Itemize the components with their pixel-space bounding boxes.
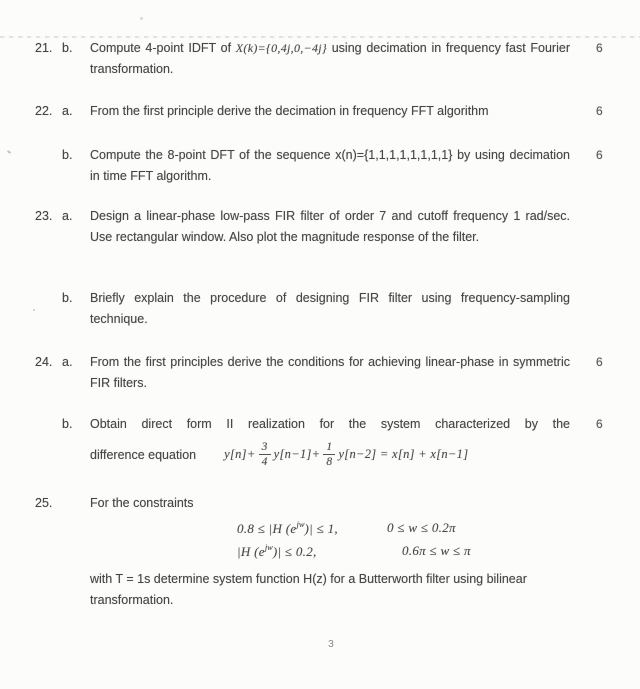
math-segment: )| ≤ 0.2, <box>272 543 317 559</box>
question-25-intro <box>0 493 640 514</box>
question-part-letter: a. <box>62 355 73 369</box>
question-24a <box>0 352 640 394</box>
question-part-letter: b. <box>62 291 73 305</box>
difference-equation-math <box>224 441 468 468</box>
eq-segment: y[n−1]+ <box>273 447 321 462</box>
question-number: 25. <box>35 496 53 510</box>
question-part-letter: b. <box>62 148 73 162</box>
question-number: 21. <box>35 41 53 55</box>
exponent-jw: jw <box>296 518 305 529</box>
question-text: For the constraints <box>90 496 194 510</box>
question-22b <box>0 145 640 187</box>
page-number: 3 <box>328 638 334 650</box>
question-text: Design a linear-phase low-pass FIR filter of order 7 and cutoff frequency 1 rad/sec. Use rectangular window. Also plot the magnitude response of the filter. <box>90 209 570 244</box>
question-part-letter: b. <box>62 41 73 55</box>
text-segment: using decimation in frequency fast Fourier transformation. <box>90 41 570 76</box>
question-text <box>90 38 570 80</box>
question-part-letter: a. <box>62 104 73 118</box>
eq-segment: y[n−2] = x[n] + x[n−1] <box>338 447 469 462</box>
fraction-numerator: 3 <box>259 441 271 455</box>
exponent-jw: jw <box>264 541 273 552</box>
constraint-range: 0.6π ≤ w ≤ π <box>402 542 471 558</box>
text-segment: difference equation <box>90 447 197 462</box>
question-text: From the first principles derive the conditions for achieving linear-phase in symmetric FIR filters. <box>90 355 570 390</box>
marks-value: 6 <box>596 104 603 118</box>
question-25-outro <box>0 569 640 611</box>
question-text: Briefly explain the procedure of designing FIR filter using frequency-sampling technique. <box>90 291 570 326</box>
constraint-line-passband <box>237 516 471 539</box>
fraction-one-eighth <box>323 441 335 468</box>
constraint-range: 0 ≤ w ≤ 0.2π <box>387 519 456 535</box>
marks-value: 6 <box>596 41 603 55</box>
question-number: 23. <box>35 209 53 223</box>
eq-segment: y[n]+ <box>224 447 256 462</box>
fraction-denominator: 8 <box>326 456 333 469</box>
question-22a <box>0 101 640 122</box>
fraction-denominator: 4 <box>261 456 268 469</box>
difference-equation-line <box>90 441 590 468</box>
question-23b <box>0 288 640 330</box>
question-number: 24. <box>35 355 53 369</box>
question-part-letter: a. <box>62 209 73 223</box>
question-text: Compute the 8-point DFT of the sequence x(n)={1,1,1,1,1,1,1,1} by using decimation in time FFT algorithm. <box>90 148 570 183</box>
question-24b <box>0 414 640 468</box>
constraint-lhs <box>237 542 387 560</box>
marks-value: 6 <box>596 355 603 369</box>
constraint-equations <box>237 516 471 562</box>
marks-value: 6 <box>596 148 603 162</box>
constraint-lhs <box>237 519 387 537</box>
question-part-letter: b. <box>62 417 73 431</box>
question-23a <box>0 206 640 248</box>
marks-value: 6 <box>596 417 603 431</box>
constraint-line-stopband <box>237 539 471 562</box>
text-segment: Compute 4-point IDFT of <box>90 41 236 55</box>
scan-speck <box>140 17 143 20</box>
math-segment: |H (e <box>237 543 265 559</box>
question-number: 22. <box>35 104 53 118</box>
question-21b <box>0 38 640 80</box>
fraction-numerator: 1 <box>323 441 335 455</box>
math-segment: )| ≤ 1, <box>304 520 338 536</box>
question-text: From the first principle derive the decimation in frequency FFT algorithm <box>90 104 489 118</box>
question-text: Obtain direct form II realization for the system characterized by the <box>90 417 570 431</box>
fraction-three-fourths <box>259 441 271 468</box>
question-text: with T = 1s determine system function H(z) for a Butterworth filter using bilinear transformation. <box>90 572 527 607</box>
inline-math-xk: X(k)={0,4j,0,−4j} <box>235 41 327 55</box>
math-segment: 0.8 ≤ |H (e <box>237 520 297 536</box>
